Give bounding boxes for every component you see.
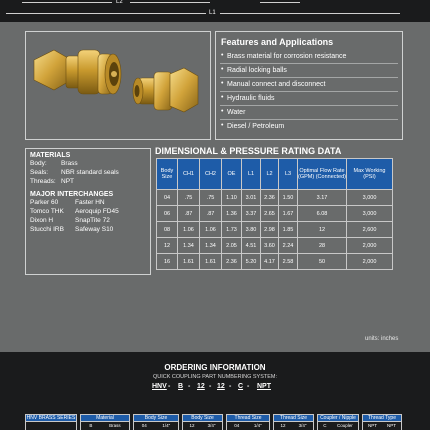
col-header: OE [222,159,242,190]
ordering-value: 04 [141,423,147,428]
ordering-column-header: Coupler / Nipple [317,414,359,422]
table-cell: 3.17 [298,190,347,206]
interchange-row [30,216,146,225]
col-header: CH2 [200,159,222,190]
features-title: Features and Applications [221,37,334,47]
product-photo [25,31,211,140]
table-cell: .87 [178,206,200,222]
ordering-column-header: Thread Size [226,414,270,422]
table-cell: 6.08 [298,206,347,222]
part-code-separator: - [209,383,212,390]
feature-item: • Hydraulic fluids [220,92,398,106]
part-code-separator: - [188,383,191,390]
part-code-separator: - [229,383,232,390]
table-cell: 2.24 [279,238,298,254]
table-cell: 5.20 [242,254,261,270]
table-row [157,190,393,206]
ordering-value: 1/4" [253,423,262,428]
feature-item: • Diesel / Petroleum [220,120,398,133]
table-cell: 1.36 [222,206,242,222]
ordering-value: Brass [109,423,121,428]
feature-item: • Manual connect and disconnect [220,78,398,92]
table-row [157,238,393,254]
part-code-type: C [238,383,244,390]
table-cell: 1.61 [178,254,200,270]
table-cell: 3.80 [242,222,261,238]
interchange-left: Parker 60 [30,199,59,206]
col-header: L2 [261,159,279,190]
ordering-value: 12 [280,423,286,428]
table-cell: 2,600 [347,222,393,238]
material-row [30,168,146,177]
table-cell: 1.10 [222,190,242,206]
interchange-left: Dixon H [30,217,54,224]
l1-dimension-line-right [220,13,400,14]
interchange-left: Tomco THK [30,208,64,215]
table-cell: 28 [298,238,347,254]
ordering-column-values [273,422,314,430]
ordering-column-values [226,422,270,430]
l2-label: L2 [116,0,123,5]
table-cell: 16 [157,254,178,270]
material-row [30,159,146,168]
nipple-body-icon [133,68,198,112]
table-cell: 50 [298,254,347,270]
ordering-value: B [89,423,93,428]
ordering-value: C [323,423,327,428]
table-cell: 1.34 [200,238,222,254]
part-code-thread-type: NPT [257,383,271,390]
brass-coupling-image [26,32,210,139]
table-cell: 2.05 [222,238,242,254]
l1-dimension-line-left [6,13,206,14]
ordering-column-values [133,422,179,430]
interchange-left: Stucchi IRB [30,226,64,233]
ordering-value: Coupler [336,423,353,428]
col-header: Max Working (PSI) [347,159,393,190]
table-cell: 2.65 [261,206,279,222]
col-header: Body Size [157,159,178,190]
table-row [157,206,393,222]
ordering-value: NPT [387,423,396,428]
ordering-column-values [25,422,77,430]
ordering-column-values [182,422,223,430]
ordering-value: 3/4" [207,423,216,428]
table-cell: 06 [157,206,178,222]
right-dimension-line [260,2,300,3]
table-cell: 1.50 [279,190,298,206]
l2-dimension-line [22,2,112,3]
interchange-row [30,225,146,234]
table-cell: 1.85 [279,222,298,238]
material-value: Brass [61,160,78,167]
ordering-column-values [362,422,402,430]
interchange-right: SnapTite 72 [75,217,110,224]
units-note: units: inches [365,336,399,342]
dimensional-title: DIMENSIONAL & PRESSURE RATING DATA [155,146,342,156]
table-cell: .87 [200,206,222,222]
table-cell: 1.06 [200,222,222,238]
materials-panel [25,148,151,275]
interchange-row [30,207,146,216]
col-header: L3 [279,159,298,190]
feature-item: • Radial locking balls [220,64,398,78]
ordering-column-header: Material [80,414,130,422]
col-header: CH1 [178,159,200,190]
material-value: NBR standard seals [61,169,119,176]
table-cell: 2.98 [261,222,279,238]
table-cell: 2.36 [261,190,279,206]
part-code-series: HNV [152,383,167,390]
ordering-column-header: Body Size [182,414,223,422]
col-header: L1 [242,159,261,190]
table-cell: .75 [200,190,222,206]
table-cell: 4.51 [242,238,261,254]
table-cell: 3,000 [347,190,393,206]
table-cell: 04 [157,190,178,206]
table-cell: 3.01 [242,190,261,206]
ordering-value: 12 [189,423,195,428]
table-cell: 4.17 [261,254,279,270]
ordering-column-header: Thread Type [362,414,402,422]
interchange-right: Faster HN [75,199,105,206]
dimensional-table [156,158,393,270]
table-cell: 1.61 [200,254,222,270]
feature-item: • Water [220,106,398,120]
table-cell: 08 [157,222,178,238]
ordering-value: 04 [234,423,240,428]
features-list [216,50,402,133]
table-cell: 1.73 [222,222,242,238]
material-key: Seals: [30,169,49,176]
material-value: NPT [61,178,74,185]
part-code-body-size: 12 [197,383,205,390]
part-code-separator: - [168,383,171,390]
table-cell: 3.37 [242,206,261,222]
ordering-value: 1/4" [162,423,171,428]
ordering-column-values [80,422,130,430]
interchange-right: Safeway S10 [75,226,114,233]
table-cell: 2.36 [222,254,242,270]
table-cell: 3,000 [347,206,393,222]
table-cell: 3.60 [261,238,279,254]
ordering-title: ORDERING INFORMATION [164,363,266,372]
table-cell: 12 [157,238,178,254]
table-cell: .75 [178,190,200,206]
table-cell: 2,000 [347,238,393,254]
top-dimension-banner [0,0,430,22]
interchange-right: Aeroquip FD45 [75,208,119,215]
table-cell: 1.34 [178,238,200,254]
table-cell: 1.06 [178,222,200,238]
col-header: Optimal Flow Rate (GPM) (Connected) [298,159,347,190]
material-key: Threads: [30,178,56,185]
part-code-separator: - [247,383,250,390]
ordering-column-header: Body Size [133,414,179,422]
feature-item: • Brass material for corrosion resistance [220,50,398,64]
part-code-thread-size: 12 [217,383,225,390]
table-cell: 2.58 [279,254,298,270]
table-row [157,254,393,270]
table-cell: 12 [298,222,347,238]
ordering-column-header: Thread Size [273,414,314,422]
l2-dimension-line-right [130,2,210,3]
materials-title: MATERIALS [30,152,71,159]
l1-label: L1 [209,10,216,16]
material-row [30,177,146,186]
ordering-column-values [317,422,359,430]
interchange-row [30,198,146,207]
features-panel [215,31,403,140]
material-key: Body: [30,160,47,167]
part-code-material: B [178,383,184,390]
interchanges-title: MAJOR INTERCHANGES [30,191,114,198]
ordering-value: 3/4" [298,423,307,428]
table-header-row [157,159,393,190]
ordering-value: NPT [368,423,377,428]
ordering-column-header: HNV BRASS SERIES [26,415,76,421]
ordering-subtitle: QUICK COUPLING PART NUMBERING SYSTEM: [152,374,278,380]
table-row [157,222,393,238]
table-cell: 2,000 [347,254,393,270]
table-cell: 1.67 [279,206,298,222]
coupler-body-icon [34,50,121,94]
